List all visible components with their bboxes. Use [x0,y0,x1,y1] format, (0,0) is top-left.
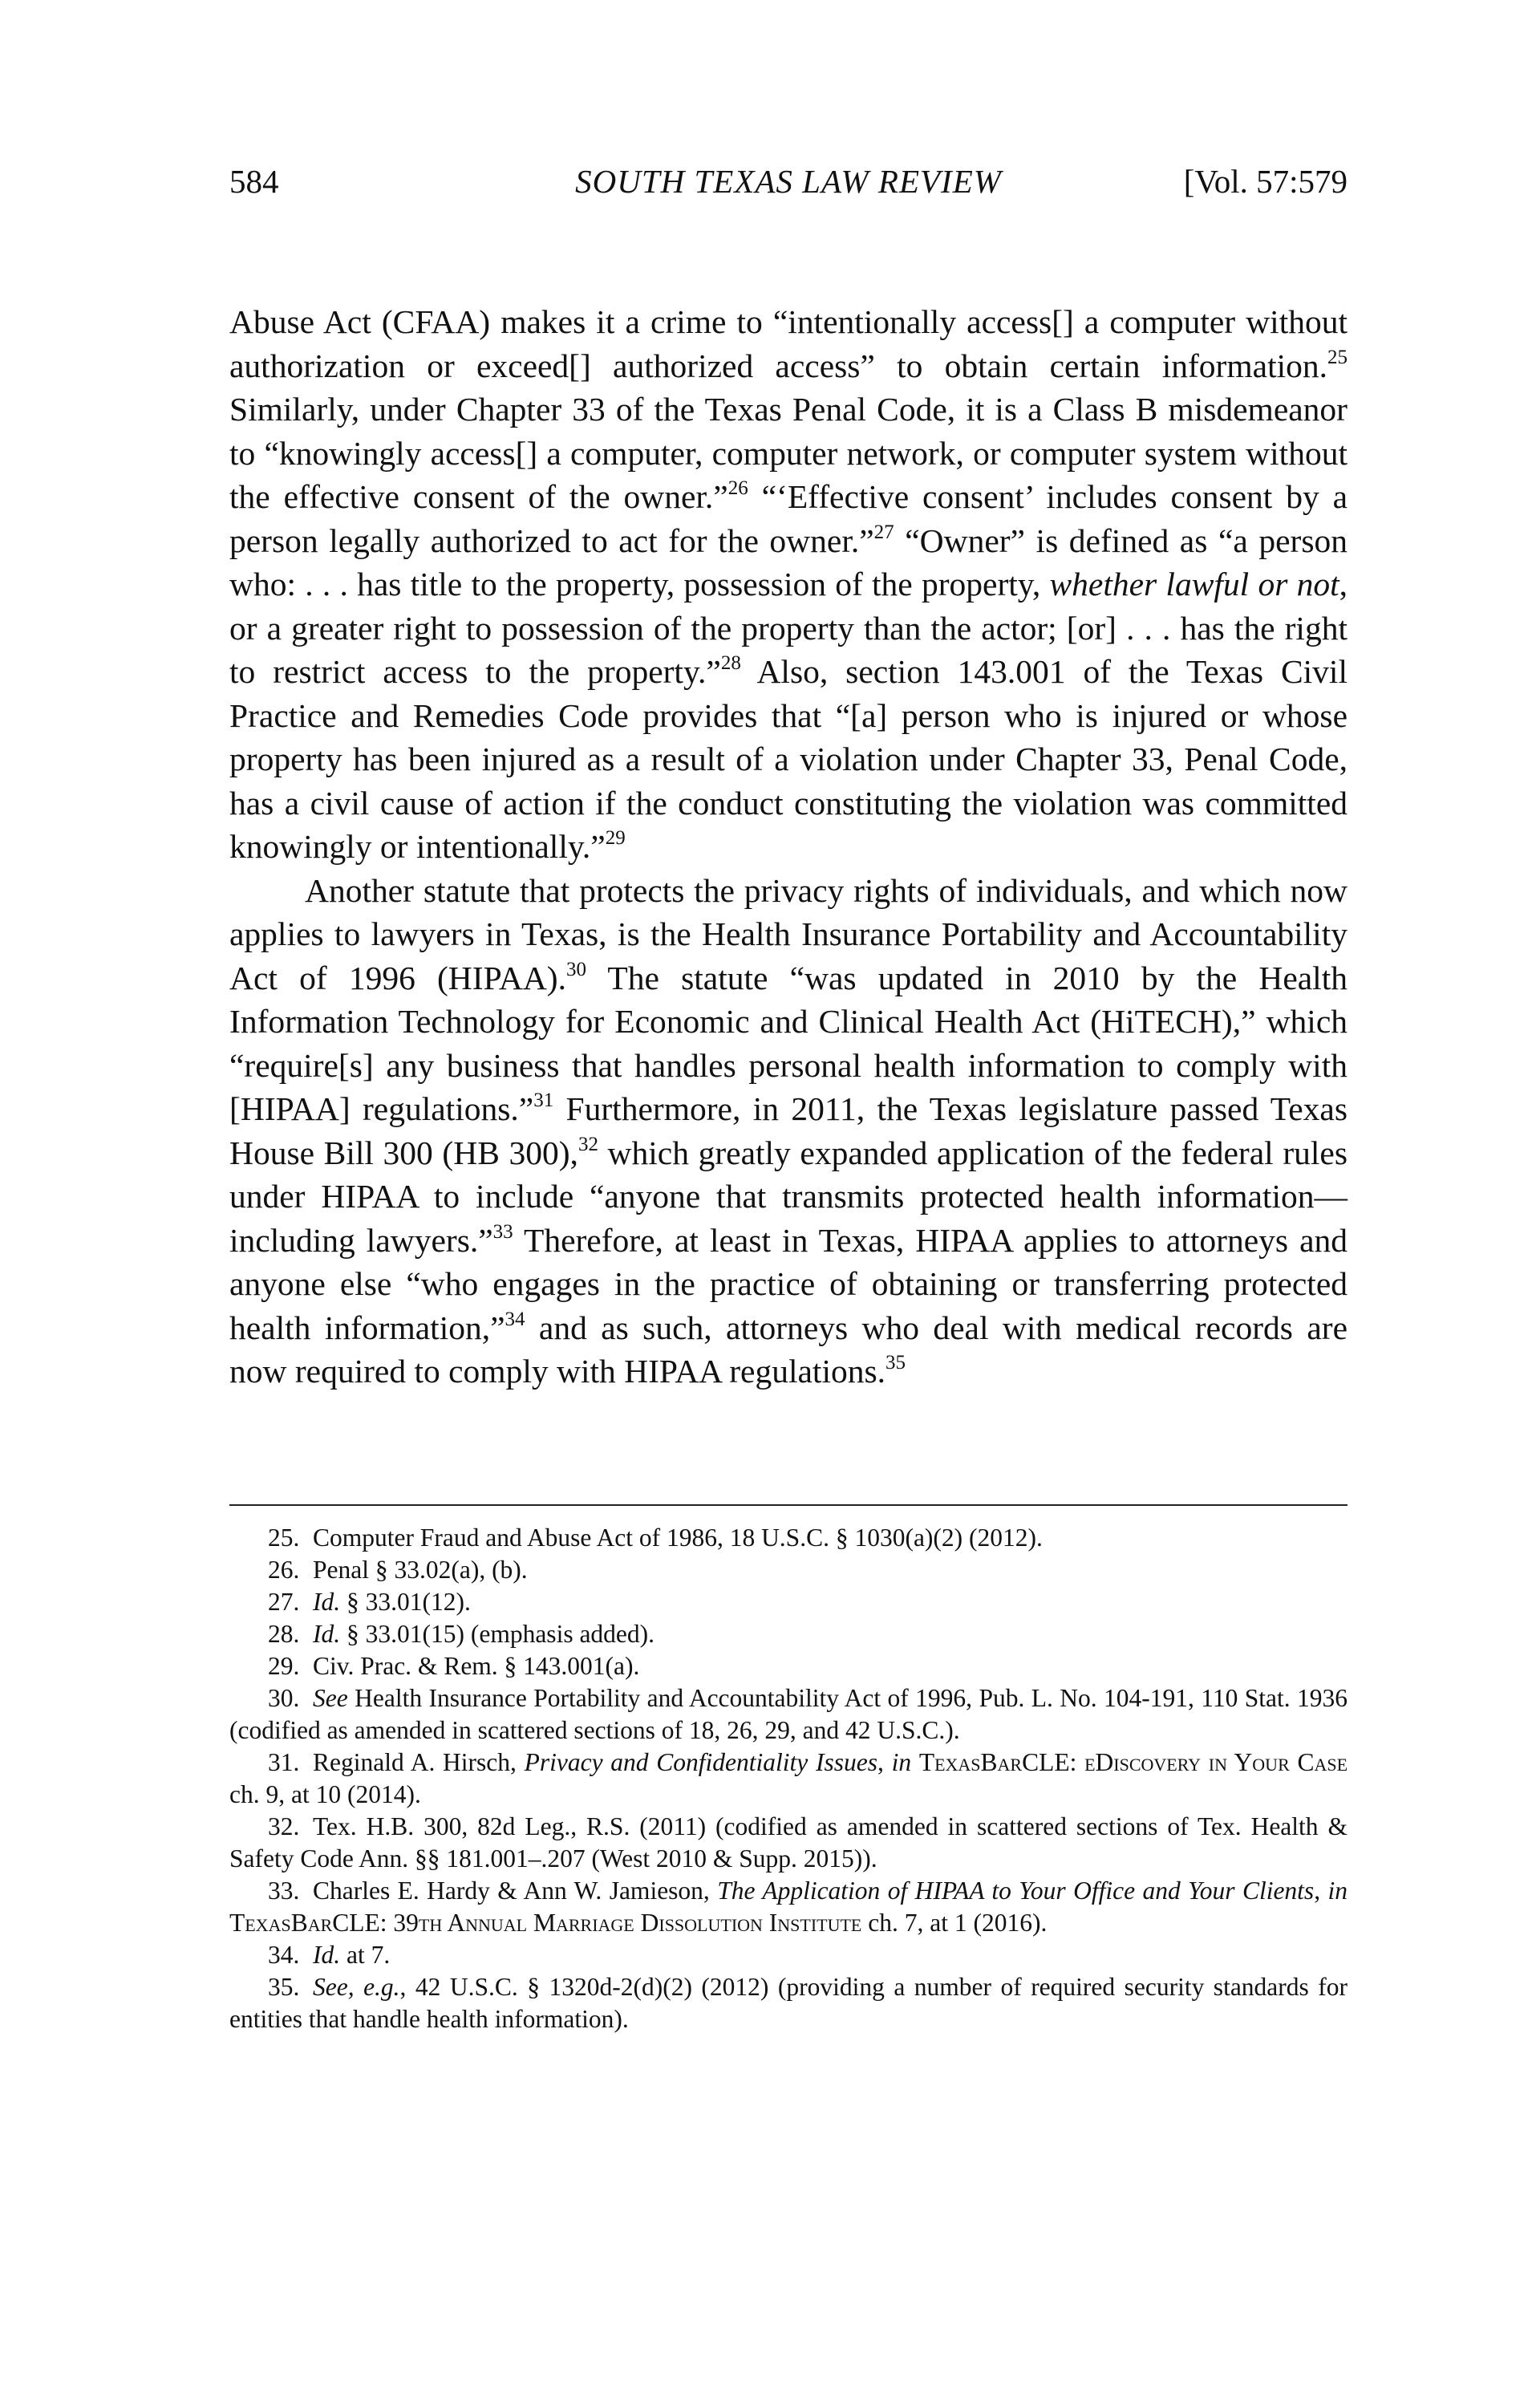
text-run: and as such, attorneys who deal with medical records are now required to comply with HIPAA regulations. [229,1309,1348,1390]
footnote-number: 33. [268,1877,300,1905]
footnote-text [911,1748,919,1776]
footnote-text: ch. 9, at 10 (2014). [229,1780,421,1808]
footnote-32 [229,1811,1348,1875]
footnote-30 [229,1682,1348,1747]
footnote-text: ch. 7, at 1 (2016). [861,1909,1048,1937]
in-signal: in [891,1748,912,1776]
text-run: “‘Effective consent’ includes consent by a person legally authorized to act for the owner.” [229,478,1348,559]
source-title: The Application of HIPAA to Your Office and Your Clients [717,1877,1315,1905]
text-run: Abuse Act (CFAA) makes it a crime to “intentionally access[] a computer without authorization or exceed[] authorized access” to obtain certain information. [229,303,1348,384]
footnote-number: 34. [268,1941,300,1969]
publication-title: TexasBarCLE: 39th Annual Marriage Dissolution Institute [229,1909,862,1937]
footnote-28 [229,1618,1348,1650]
footnote-ref-26[interactable]: 26 [727,477,748,499]
footnote-number: 27. [268,1588,300,1616]
footnote-text: Reginald A. Hirsch, [313,1748,525,1776]
footnote-text: Health Insurance Portability and Accountability Act of 1996, Pub. L. No. 104-191, 110 Stat. 1936 (codified as amended in scattered sections of 18, 26, 29, and 42 U.S.C.). [229,1684,1348,1744]
id-signal: Id. [313,1941,341,1969]
id-signal: Id. [313,1620,341,1648]
volume-citation: [Vol. 57:579 [1183,163,1348,200]
citation-signal: See [313,1684,348,1712]
footnote-number: 32. [268,1812,300,1840]
footnote-number: 31. [268,1748,300,1776]
footnote-ref-32[interactable]: 32 [578,1133,598,1155]
footnote-ref-27[interactable]: 27 [873,521,894,543]
page-number: 584 [229,163,279,200]
text-run: Also, section 143.001 of the Texas Civil Practice and Remedies Code provides that “[a] person who is injured or whose property has been injured as a result of a violation under Chapter 33, Penal Code, has a civil cause of action if the conduct constituting the violation was committed knowingly or intentionally.” [229,653,1348,865]
text-run: “Owner” is defined as “a person who: . . . has title to the property, possession of the property, [229,521,1348,603]
footnote-27 [229,1586,1348,1618]
footnote-29 [229,1650,1348,1682]
footnote-26 [229,1554,1348,1586]
footnote-text: § 33.01(15) (emphasis added). [340,1620,655,1648]
footnote-31 [229,1747,1348,1811]
footnote-text: , [877,1748,892,1776]
text-run: which greatly expanded application of the federal rules under HIPAA to include “anyone that transmits protected health information—including lawyers.” [229,1134,1348,1259]
footnote-ref-31[interactable]: 31 [533,1089,554,1111]
footnote-text: at 7. [340,1941,391,1969]
footnote-text: , 42 U.S.C. § 1320d-2(d)(2) (2012) (providing a number of required security standards for entities that handle health information). [229,1973,1348,2033]
footnote-25 [229,1522,1348,1554]
journal-title: SOUTH TEXAS LAW REVIEW [575,163,1002,200]
footnote-text: Civ. Prac. & Rem. § 143.001(a). [313,1652,640,1680]
emphasis: whether lawful or not [1049,566,1339,603]
footnote-number: 25. [268,1524,300,1552]
id-signal: Id. [313,1588,341,1616]
text-run: Another statute that protects the privacy rights of individuals, and which now applies to lawyers in Texas, is the Health Insurance Portability and Accountability Act of 1996 (HIPAA). [229,871,1348,996]
footnote-35 [229,1971,1348,2035]
text-run: Similarly, under Chapter 33 of the Texas Penal Code, it is a Class B misdemeanor to “knowingly access[] a computer, computer network, or computer system without the effective consent of the owner.” [229,391,1348,515]
footnote-ref-33[interactable]: 33 [492,1220,513,1243]
footnote-ref-25[interactable]: 25 [1327,346,1348,368]
running-header [229,157,1348,205]
footnote-text: , [1314,1877,1328,1905]
main-text [229,300,1348,1394]
footnote-ref-28[interactable]: 28 [720,652,741,674]
footnote-34 [229,1939,1348,1971]
footnotes [229,1522,1348,2035]
footnote-33 [229,1875,1348,1939]
in-signal: in [1327,1877,1348,1905]
publication-title: TexasBarCLE: eDiscovery in Your Case [918,1748,1348,1776]
text-run: The statute “was updated in 2010 by the Health Information Technology for Economic and Clinical Health Act (HiTECH),” which “require[s] any business that handles personal health information to comply with [HIPAA] regulations.” [229,959,1348,1127]
footnote-text: § 33.01(12). [340,1588,471,1616]
text-run: , or a greater right to possession of the property than the actor; [or] . . . has the right to restrict access to the property.” [229,566,1348,690]
footnote-text: Tex. H.B. 300, 82d Leg., R.S. (2011) (codified as amended in scattered sections of Tex. Health & Safety Code Ann. §§ 181.001–.207 (West 2010 & Supp. 2015)). [229,1812,1348,1873]
footnote-divider [229,1504,1348,1506]
source-title: Privacy and Confidentiality Issues [524,1748,877,1776]
footnote-number: 35. [268,1973,300,2001]
footnote-number: 26. [268,1556,300,1584]
footnote-ref-35[interactable]: 35 [886,1352,906,1374]
paragraph-2 [229,869,1348,1394]
text-run: Furthermore, in 2011, the Texas legislature passed Texas House Bill 300 (HB 300), [229,1090,1348,1171]
footnote-ref-34[interactable]: 34 [505,1308,525,1330]
footnote-number: 29. [268,1652,300,1680]
text-run: Therefore, at least in Texas, HIPAA applies to attorneys and anyone else “who engages in the practice of obtaining or transferring protected health information,” [229,1221,1348,1346]
footnote-text: Charles E. Hardy & Ann W. Jamieson, [313,1877,718,1905]
footnote-ref-30[interactable]: 30 [566,958,586,980]
paragraph-1 [229,300,1348,869]
footnote-ref-29[interactable]: 29 [605,827,626,849]
footnote-text: Computer Fraud and Abuse Act of 1986, 18 U.S.C. § 1030(a)(2) (2012). [313,1524,1043,1552]
citation-signal: See, e.g. [313,1973,400,2001]
footnote-number: 28. [268,1620,300,1648]
footnote-text: Penal § 33.02(a), (b). [313,1556,528,1584]
footnote-number: 30. [268,1684,300,1712]
